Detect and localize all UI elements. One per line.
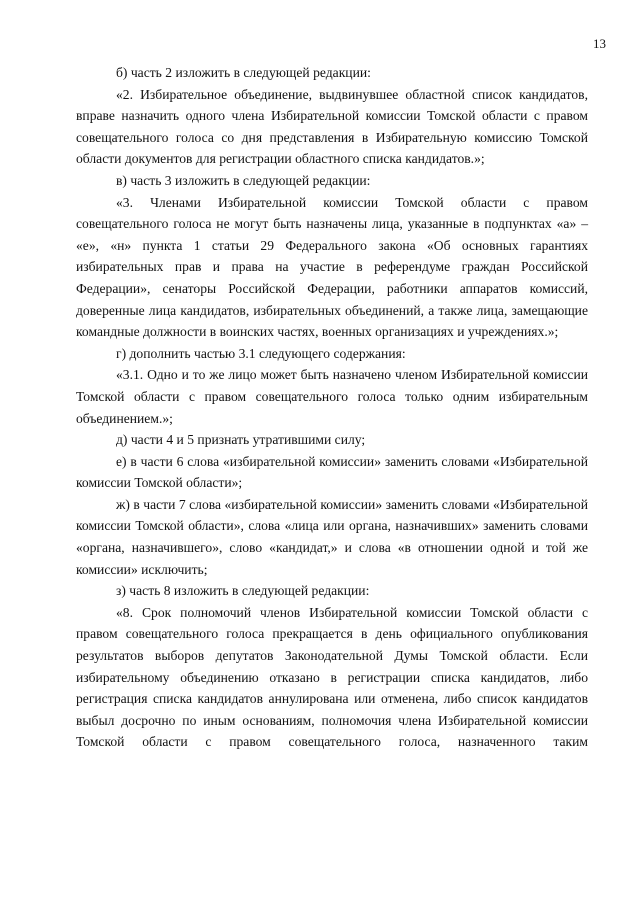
paragraph-part-3-1-text: «3.1. Одно и то же лицо может быть назначено членом Избирательной комиссии Томской области с правом совещательного голоса только одним избирательным объединением.»; [76,367,588,426]
paragraph-part-2-text: «2. Избирательное объединение, выдвинувшее областной список кандидатов, вправе назначить одного члена Избирательной комиссии Томской области с правом совещательного голоса со дня представления в Избирательную комиссию Томской области документов для регистрации областного списка кандидатов.»; [76,86,588,167]
paragraph-zh: ж) в части 7 слова «избирательной комиссии» заменить словами «Избирательной комиссии Томской области», слова «лица или органа, назначивших» заменить словами «органа, назначившего», слово «кандидат,» и слова «в отношении одной и той же комиссии» исключить; [76,496,588,577]
paragraph-part-8-text: «8. Срок полномочий членов Избирательной комиссии Томской области с правом совещательного голоса прекращается в день официального опубликования результатов выборов депутатов Законодательной Думы Томской области. Если избирательному объединению отказано в регистрации списка кандидатов, либо регистрация списка кандидатов аннулирована или отменена, либо список кандидатов выбыл досрочно по иным основаниям, полномочия члена Избирательной комиссии Томской области с правом совещательного голоса, назначенного таким [76,604,588,750]
paragraph-z: з) часть 8 изложить в следующей редакции: [116,583,370,599]
document-body [76,62,588,753]
paragraph-v: в) часть 3 изложить в следующей редакции: [116,172,371,188]
paragraph-part-3-text: «3. Членами Избирательной комиссии Томской области с правом совещательного голоса не могут быть назначены лица, указанные в подпунктах «а» – «е», «н» пункта 1 статьи 29 Федерального закона «Об основных гарантиях избирательных прав и права на участие в референдуме граждан Российской Федерации», сенаторы Российской Федерации, работники аппаратов комиссий, доверенные лица кандидатов, избирательных объединений, а также лица, замещающие командные должности в воинских частях, военных организациях и учреждениях.»; [76,194,588,340]
paragraph-d: д) части 4 и 5 признать утратившими силу; [116,432,366,448]
paragraph-b: б) часть 2 изложить в следующей редакции: [116,65,371,80]
page-number: 13 [593,36,606,51]
paragraph-g: г) дополнить частью 3.1 следующего содержания: [116,345,406,361]
paragraph-e: е) в части 6 слова «избирательной комиссии» заменить словами «Избирательной комиссии Томской области»; [76,453,588,491]
